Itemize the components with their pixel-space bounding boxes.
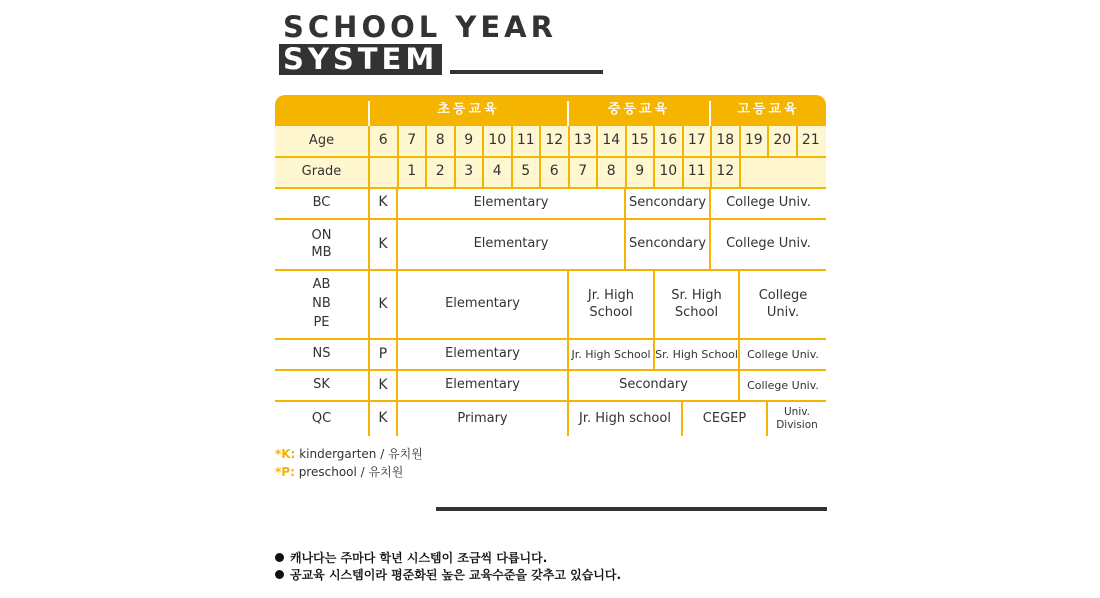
- footnote-p-key: *P:: [275, 465, 295, 479]
- age-cell-divider: [568, 126, 570, 157]
- footnote-k-text: kindergarten / 유치원: [295, 447, 423, 461]
- bottom-rule: [436, 507, 827, 511]
- onmb-college: College Univ.: [726, 236, 811, 252]
- age-cell-divider: [739, 126, 741, 157]
- age-cell: 7: [407, 132, 417, 149]
- sk-college: College Univ.: [747, 378, 819, 392]
- ns-jr-high: Jr. High School: [571, 347, 651, 361]
- grade-cell: 10: [659, 163, 678, 180]
- age-cell-divider: [710, 126, 712, 157]
- age-cell: 13: [573, 132, 592, 149]
- ns-p: P: [378, 345, 388, 362]
- grade-cell: 11: [687, 163, 706, 180]
- province-on: ON: [311, 228, 332, 244]
- grade-cell: 12: [716, 163, 735, 180]
- age-cell: 8: [435, 132, 445, 149]
- age-cell: 10: [488, 132, 507, 149]
- header-divider: [368, 101, 370, 126]
- province-ns: NS: [312, 346, 331, 362]
- age-cell: 20: [773, 132, 792, 149]
- age-cell: 11: [516, 132, 535, 149]
- note-text: 공교육 시스템이라 평준화된 높은 교육수준을 갖추고 있습니다.: [290, 568, 622, 582]
- onmb-secondary: Sencondary: [628, 236, 707, 252]
- footnote-p: [275, 463, 423, 481]
- grade-cell: 2: [435, 163, 445, 180]
- grade-cell-divider: [625, 157, 627, 188]
- grade-cell: 4: [492, 163, 502, 180]
- note-item: [275, 550, 621, 567]
- onmb-k: K: [378, 235, 388, 252]
- age-cell-divider: [482, 126, 484, 157]
- abnbpe-college-line2: Univ.: [766, 304, 800, 320]
- footnotes: [275, 445, 423, 481]
- age-cell: 19: [744, 132, 763, 149]
- school-year-table: [275, 95, 826, 436]
- grade-cell: 6: [549, 163, 559, 180]
- province-nb: NB: [312, 296, 331, 312]
- grade-cell-divider: [739, 157, 741, 188]
- qc-jr-high: Jr. High school: [579, 410, 671, 426]
- age-cell-divider: [511, 126, 513, 157]
- province-sk: SK: [313, 377, 330, 393]
- footnote-k: [275, 445, 423, 463]
- onmb-elementary: Elementary: [473, 236, 549, 252]
- note-item: [275, 567, 621, 584]
- abnbpe-jr-high: [569, 271, 653, 338]
- age-cell-divider: [425, 126, 427, 157]
- grade-cell-divider: [653, 157, 655, 188]
- title-line-2: SYSTEM: [279, 44, 442, 75]
- bc-college: College Univ.: [726, 194, 811, 210]
- ns-college: College Univ.: [747, 347, 819, 361]
- age-cell-divider: [539, 126, 541, 157]
- abnbpe-college-line1: College: [758, 288, 808, 304]
- grade-cell-divider: [397, 157, 399, 188]
- qc-primary: Primary: [457, 410, 508, 426]
- age-cell: 16: [659, 132, 678, 149]
- grade-cell: 5: [521, 163, 531, 180]
- qc-univ-division: [768, 402, 826, 436]
- qc-cegep: CEGEP: [702, 410, 747, 426]
- age-cell-divider: [596, 126, 598, 157]
- age-cell: 15: [630, 132, 649, 149]
- grade-cell: 9: [635, 163, 645, 180]
- header-secondary: 중등교육: [607, 102, 671, 118]
- province-pe: PE: [313, 314, 330, 330]
- age-cell: 14: [602, 132, 621, 149]
- grade-cell-divider: [425, 157, 427, 188]
- bc-k: K: [378, 194, 388, 211]
- abnbpe-sr-high: [655, 271, 738, 338]
- grade-cell: 1: [407, 163, 417, 180]
- header-elementary: 초등교육: [437, 102, 500, 118]
- age-cell: 12: [545, 132, 564, 149]
- grade-cell-divider: [568, 157, 570, 188]
- sk-secondary: Secondary: [619, 377, 688, 393]
- abnbpe-elementary: Elementary: [445, 296, 520, 312]
- ns-elementary: Elementary: [445, 346, 520, 362]
- age-cell: 21: [801, 132, 820, 149]
- ns-sr-high: Sr. High School: [655, 347, 738, 361]
- abnbpe-sr-high-line1: Sr. High: [671, 288, 722, 304]
- qc-k: K: [378, 410, 388, 427]
- qc-univ-line1: Univ.: [784, 406, 810, 419]
- age-cell: 6: [378, 132, 388, 149]
- bullet-icon: [275, 553, 284, 562]
- grade-cell: 8: [606, 163, 616, 180]
- age-label: Age: [308, 133, 335, 149]
- age-cell-divider: [454, 126, 456, 157]
- age-cell: 17: [687, 132, 706, 149]
- abnbpe-sr-high-line2: School: [674, 304, 719, 320]
- province-mb: MB: [311, 244, 332, 260]
- bc-elementary: Elementary: [473, 194, 549, 210]
- title-underline: [450, 70, 603, 74]
- province-qc: QC: [311, 410, 332, 426]
- title-line-2-wrap: [279, 44, 603, 75]
- footnote-k-key: *K:: [275, 447, 296, 461]
- note-text: 캐나다는 주마다 학년 시스템이 조금씩 다릅니다.: [290, 551, 548, 565]
- abnbpe-jr-high-line1: Jr. High: [587, 288, 635, 304]
- age-cell-divider: [796, 126, 798, 157]
- qc-univ-line2: Division: [776, 419, 818, 431]
- footnote-p-text: preschool / 유치원: [294, 465, 404, 479]
- grade-cell-divider: [710, 157, 712, 188]
- grade-cell: 7: [578, 163, 588, 180]
- bc-secondary: Sencondary: [628, 194, 707, 210]
- age-cell-divider: [397, 126, 399, 157]
- bullet-icon: [275, 570, 284, 579]
- province-ab-nb-pe: [275, 271, 368, 338]
- grade-cell-divider: [454, 157, 456, 188]
- header-divider: [709, 101, 711, 126]
- grade-cell-divider: [511, 157, 513, 188]
- abnbpe-k: K: [378, 295, 388, 312]
- header-higher: 고등교육: [737, 102, 800, 118]
- header-divider: [567, 101, 569, 126]
- age-cell-divider: [653, 126, 655, 157]
- title-line-1: SCHOOL YEAR: [283, 10, 557, 44]
- grade-label: Grade: [301, 164, 342, 180]
- title-block: [279, 10, 603, 75]
- age-cell-divider: [767, 126, 769, 157]
- province-bc: BC: [312, 194, 331, 210]
- grade-cell-divider: [482, 157, 484, 188]
- grade-cell-divider: [682, 157, 684, 188]
- sk-k: K: [378, 376, 388, 393]
- abnbpe-jr-high-line2: School: [589, 304, 633, 320]
- abnbpe-college: [740, 271, 826, 338]
- grade-cell-divider: [539, 157, 541, 188]
- grade-cell-divider: [596, 157, 598, 188]
- age-cell-divider: [625, 126, 627, 157]
- notes: [275, 550, 621, 584]
- province-on-mb: [275, 220, 368, 269]
- province-ab: AB: [312, 277, 331, 293]
- age-cell: 9: [464, 132, 474, 149]
- age-cell: 18: [716, 132, 735, 149]
- age-cell-divider: [682, 126, 684, 157]
- sk-elementary: Elementary: [445, 377, 520, 393]
- grade-cell: 3: [464, 163, 474, 180]
